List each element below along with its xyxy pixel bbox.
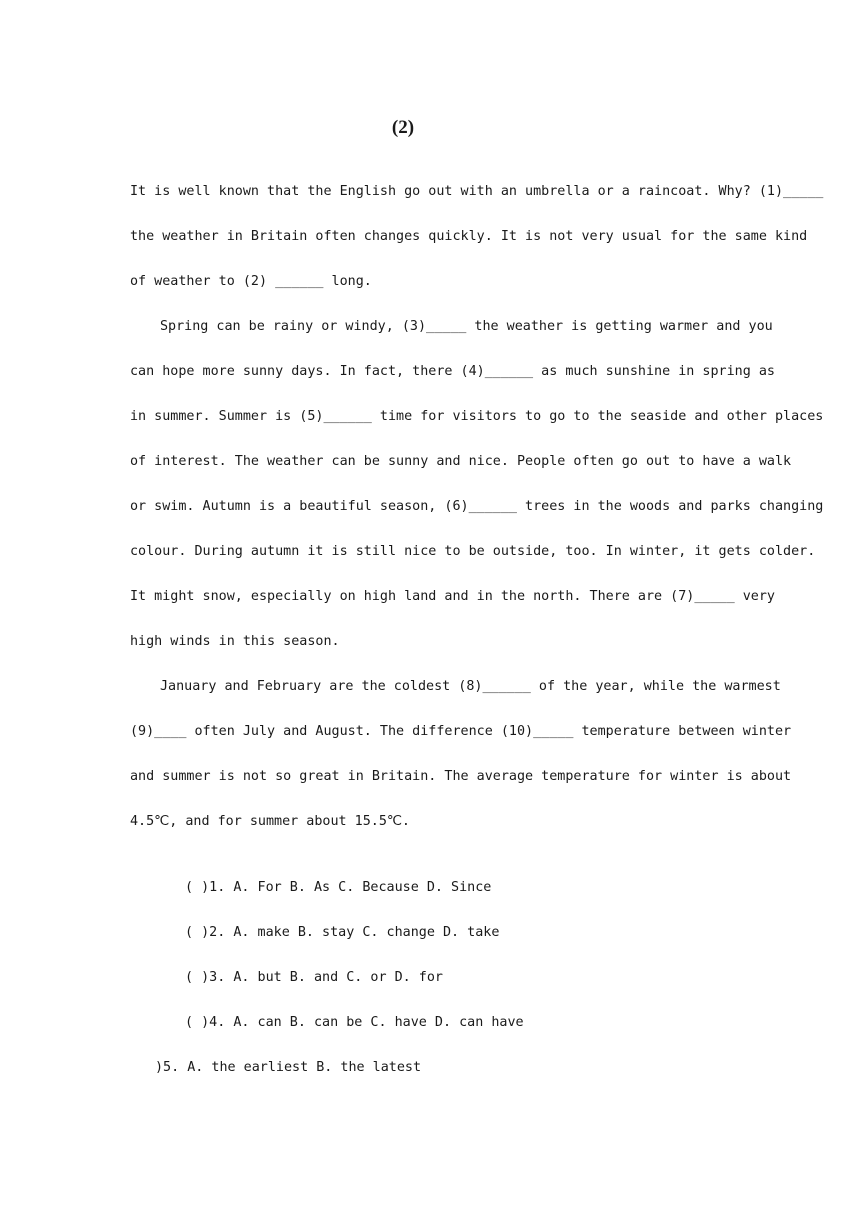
- passage-line: the weather in Britain often changes quickly. It is not very usual for the same kind: [130, 229, 808, 244]
- passage-line: and summer is not so great in Britain. The average temperature for winter is about: [130, 769, 792, 784]
- passage-line: high winds in this season.: [130, 634, 340, 649]
- passage-line: of weather to (2) ______ long.: [130, 274, 372, 289]
- passage-line: of interest. The weather can be sunny and nice. People often go out to have a walk: [130, 454, 792, 469]
- question-option-2: ( )2. A. make B. stay C. change D. take: [185, 925, 500, 940]
- question-option-3: ( )3. A. but B. and C. or D. for: [185, 970, 443, 985]
- question-option-4: ( )4. A. can B. can be C. have D. can have: [185, 1015, 524, 1030]
- passage-line: 4.5℃, and for summer about 15.5℃.: [130, 814, 410, 829]
- passage-line: or swim. Autumn is a beautiful season, (6)______ trees in the woods and parks changing: [130, 499, 824, 514]
- question-option-1: ( )1. A. For B. As C. Because D. Since: [185, 880, 492, 895]
- question-option-5: )5. A. the earliest B. the latest: [155, 1060, 422, 1075]
- passage-line: January and February are the coldest (8)______ of the year, while the warmest: [160, 679, 781, 694]
- passage-line: can hope more sunny days. In fact, there (4)______ as much sunshine in spring as: [130, 364, 775, 379]
- passage-line: Spring can be rainy or windy, (3)_____ the weather is getting warmer and you: [160, 319, 773, 334]
- section-title: (2): [391, 117, 415, 138]
- passage-line: (9)____ often July and August. The difference (10)_____ temperature between winter: [130, 724, 792, 739]
- passage-line: in summer. Summer is (5)______ time for visitors to go to the seaside and other places: [130, 409, 824, 424]
- passage-line: It is well known that the English go out with an umbrella or a raincoat. Why? (1)_____: [130, 184, 824, 199]
- passage-line: colour. During autumn it is still nice to be outside, too. In winter, it gets colder.: [130, 544, 816, 559]
- passage-line: It might snow, especially on high land and in the north. There are (7)_____ very: [130, 589, 775, 604]
